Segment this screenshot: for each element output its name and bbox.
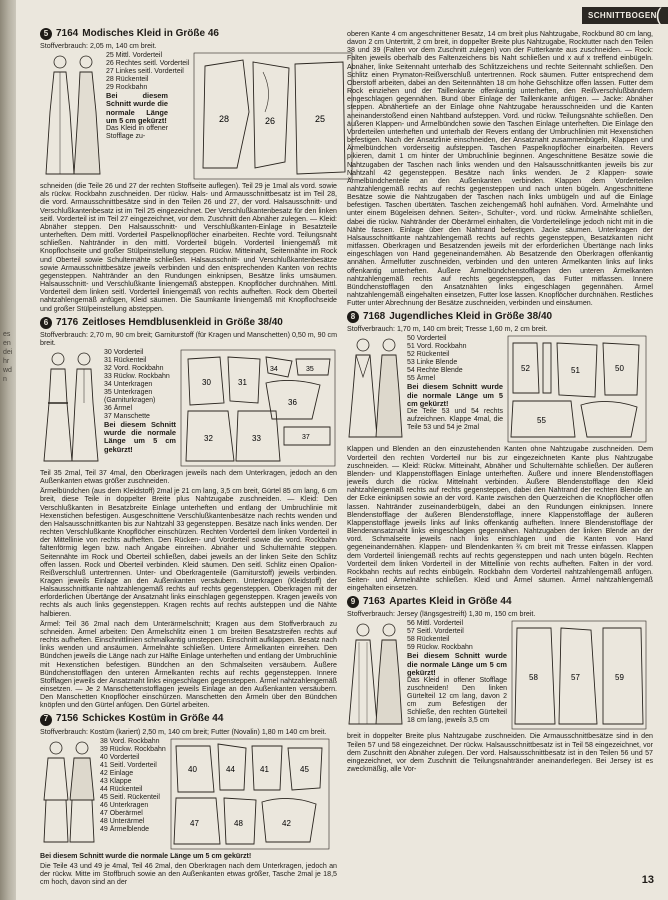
part-item: 52 Rückenteil (407, 351, 450, 359)
part-item: 42 Einlage (100, 769, 134, 777)
spine-letters: esendeihrwdn (3, 331, 13, 383)
section-body: schneiden (die Teile 26 und 27 der rechten Stoffseite auflegen). Teil 29 je 1mal als vord. sowie als rückw. Rockbahn zuschneiden. Der rückw. Hals- und Armausschnittbesatz ist im Teil 28, die vord. Armausschnittbesätze sind in den Teilen 26 und 27, der vord. Halsausschnitt- und Verschlußkantenbesatz ist im Teil 25 eingezeichnet. Der Verschlußkantenbesatz für den linken seitl. Vorderteil ist im Teil 27 eingezeichnet, vor dem. Zuschnitt den Abnäher zulegen. — Kleid: Abnäher steppen. Den Halsausschnitt- und Verschlußkanten-Einlage in Besatzteile unterheften. Dem mittl. Vorderteil Paspelknopflöcher einarbeiten. Rechte vord. Teilungsnaht schließen. Nahtränder in den mittl. Vorderteil bügeln. Vorderteil liniengemäß mit Knopflochseite und großer Stülpeinstellung steppen. Rückw. Mitteinaht, Seitennähte im Rock und Oberteil sowie Schulternähte schließen. Halsausschnitt- und Verschlußkantenbesätze sowie Armausschnittbesätze jeweils verbinden und den entsprechenden Kanten von rechts gegensteppen. Nahtränder an den Rundungen einknipsen, Besätze links umsäumen. Halsausschnitt- und Verschlußkante liniengemäß absteppen. Knopflöcher durchnähen. Mittl. Vorderteil dem linken seitl. Vorderteil liniengemäß von rechts aufheften. Rock dem Oberteil nahtzahlengemäß anfügen, Kleid säumen. Die Saumkante liniengemäß mit Knopflochseide und großer Stülpeinstellung absteppen. (40, 182, 337, 313)
section-heading: Modisches Kleid in Größe 46 (82, 27, 219, 39)
section-number: 5 (40, 28, 52, 40)
material-info: Stoffverbrauch: 1,70 m, 140 cm breit; Tresse 1,60 m, 2 cm breit. (347, 325, 548, 334)
section-7176 (40, 317, 337, 710)
dress-illustration (40, 52, 102, 180)
svg-text:48: 48 (233, 818, 243, 828)
material-info: Stoffverbrauch: 2,70 m, 90 cm breit; Garniturstoff (für Kragen und Manschetten) 0,50 m, 90 cm breit. (40, 330, 337, 347)
section-title (40, 28, 337, 40)
svg-text:50: 50 (615, 364, 624, 374)
pattern-diagram (507, 335, 647, 443)
section-number: 6 (40, 317, 52, 329)
length-note: Bei diesem Schnitt wurde die normale Länge um 5 cm gekürzt! (407, 651, 507, 677)
part-item: 35 Unterkragen (104, 388, 153, 396)
part-item: 56 Mittl. Vorderteil (407, 620, 464, 628)
part-item: 41 Seitl. Vorderteil (100, 761, 157, 769)
part-item: 55 Ärmel (407, 375, 436, 383)
note-continued: Das Kleid in offener Stofflage zu- (106, 124, 168, 140)
svg-text:51: 51 (571, 366, 580, 376)
suit-illustration (40, 738, 96, 850)
section-7156 (40, 714, 337, 887)
material-info: Stoffverbrauch: Kostüm (kariert) 2,50 m, 140 cm breit; Futter (Novalin) 1,80 m 140 cm breit. (40, 727, 327, 736)
section-number: 9 (347, 596, 359, 608)
page-number: 13 (641, 874, 654, 886)
header-tab (582, 7, 668, 24)
section-heading: Schickes Kostüm in Größe 44 (82, 713, 224, 725)
dress-illustration (40, 349, 100, 467)
svg-text:32: 32 (204, 433, 213, 443)
svg-text:57: 57 (571, 673, 580, 683)
section-7164 (40, 28, 337, 313)
svg-text:35: 35 (306, 365, 314, 373)
part-item: 33 Rückw. Rockbahn (104, 372, 170, 380)
section-heading: Jugendliches Kleid in Größe 38/40 (389, 311, 553, 323)
svg-text:25: 25 (315, 114, 326, 125)
svg-text:41: 41 (259, 764, 269, 774)
svg-text:36: 36 (288, 397, 297, 407)
section-number: 7 (40, 714, 52, 726)
section-body: Teil 35 2mal, Teil 37 4mal, den Oberkragen jeweils nach dem Unterkragen, jedoch an den Außenkanten etwas größer zuschneiden. (40, 468, 337, 486)
svg-text:58: 58 (529, 673, 538, 683)
part-item: 44 Rückenteil (100, 785, 143, 793)
note-continued: Das Kleid in offener Stofflage zuschneiden! Den linken Gürtelteil 12 cm lang, davon 2 cm zum Befestigen der Schließe, den rechten Gürtelteil 18 cm lang, jeweils 3,5 cm (407, 677, 507, 725)
svg-text:45: 45 (299, 764, 309, 774)
svg-text:31: 31 (238, 377, 247, 387)
section-title (40, 317, 337, 329)
section-content (40, 349, 337, 467)
length-note: Bei diesem Schnitt wurde die normale Länge um 5 cm gekürzt! (104, 419, 176, 454)
part-item: 25 Mittl. Vorderteil (106, 52, 163, 60)
section-content (40, 52, 337, 180)
page-spine (0, 0, 16, 900)
section-code: 7176 (56, 316, 79, 328)
dress-illustration (347, 335, 403, 443)
section-7163 (347, 596, 653, 773)
material-info: Stoffverbrauch: Jersey (längsgestreift) 1,30 m, 150 cm breit. (347, 610, 536, 619)
pattern-diagram (180, 349, 336, 467)
pattern-diagram (170, 738, 330, 850)
svg-text:59: 59 (615, 673, 624, 683)
section-content (347, 335, 653, 443)
header-bracket: ( (655, 5, 662, 25)
section-body: breit in doppelter Breite plus Nahtzugabe zuschneiden. Die Armausschnittbesätze sind in den Teilen 57 und 58 eingezeichnet. Der rückw. Halsausschnittbesatz ist in Teil 58 eingezeichnet, vor dem Zuschnitt den Abnäher zulegen. Der vord. Halsausschnittbesatz ist in den Teilen 56 und 57 eingezeichnet, vor dem Zuschnitt die Teilungsnahtränder aneinanderlegen. Bei Jersey ist es zweckmäßig, alle Vor- (347, 732, 653, 774)
part-item: 53 Linke Blende (407, 359, 458, 367)
svg-text:55: 55 (537, 416, 546, 426)
section-code: 7168 (363, 311, 386, 323)
section-content (40, 738, 337, 850)
part-item: 40 Vorderteil (100, 753, 140, 761)
svg-text:37: 37 (302, 433, 310, 441)
svg-text:47: 47 (189, 818, 199, 828)
part-item: 47 Oberärmel (100, 809, 143, 817)
part-item: 48 Unterärmel (100, 817, 145, 825)
svg-text:33: 33 (252, 433, 261, 443)
part-item: 51 Vord. Rockbahn (407, 343, 467, 351)
part-item: 32 Vord. Rockbahn (104, 364, 164, 372)
part-item: 36 Ärmel (104, 404, 133, 412)
section-number: 8 (347, 311, 359, 323)
parts-list (407, 335, 503, 443)
part-item: 43 Klappe (100, 777, 132, 785)
left-column (40, 28, 337, 886)
continued-text: oberen Kante 4 cm angeschnittener Besatz, 14 cm breit plus Nahtzugabe, Rockbund 80 cm lang, davon 2 cm Untertritt, 2 cm breit, in doppelter Breite plus Nahtzugabe, Rocktutter nach den Teilen 38 und 39 (Falten vor dem Zuschnitt zulegen) von der Futterkante aus zuschneiden. — Rock: Falten jeweils oberhalb des Faltenzeichens bis Naht schließen und x auf x treffend einbügeln. Abnäher, linke Seitennaht unterhalb des Schlitzzeichens und rechte Seitennaht schließen. Den Schlitz einen Prymaton-Reißverschluß untertrennen. Rock säumen. Futter entsprechend dem Oberstoff arbeiten, dabei an den Seitennähten 18 cm hohe Gehschlitze offen lassen. Futter dem Rock einziehen und der Taillenkante offenkantig unterheften, den Reißverschlußbändern eingeschlagen gegennähen. Bund über Einlage der Taillenkante anfügen. — Jacke: Abnäher steppen. Abnähertiefe an der Einlage ohne Nahtzugabe herausschneiden und die Kanten aneinanderstoßend einen Nahtband aufsteppen. Vord. und rückw. Teilungsnähte schließen. Den äußeren Klappen- und Ärmelbündchen sowie den Taschen Einlage unterheften. Die Einlage den Vorderteilen unterheften und unterhalb der Revers entlang der Umbruchlinien mit Hexenstichen befestigen. Nach der Ansatzlinie einschneiden, der Ansatznaht zusammenbügeln, Klappen und Ärmelbündchen vorderseitig aufsteppen. Taschen Paspelknopflöcher einarbeiten. Revers pikieren, damit 1 cm hinter der Umbruchlinie beginnen. Angeschnittene Besätze sowie die Nahtzugaben der Taschen nach links wenden und den Halsausschnittkanten jeweils bis zur Nahtzahl 42 gegensteppen. Besätze nach links wenden. Je 2 Klappen- sowie Ärmelbündchenteile an den Außenkanten verbinden. Klappen dem Vorderteilen nahtzahlengemäß rechts auf rechts gegensteppen und nach unten bügeln. Angeschnittene Besätze sowie die Nahtzugaben der Taschen nach links umbügeln und auf die Einlage befestigen. Taschen übertäten. Taschen zeichengemäß hohl aufnähen. Vord. Ärmelnähte und unter einem Bügeleisen dehnen. Seiten-, Schulter-, vord. und rückw. Ärmelnähte schließen, dabei die rückw. Nahtränder der Oberärmel einhalten, die Vorderteilelinge jedoch nicht mit in die Nähte fassen. Einlage über den Nahtrand befestigen. Jacke säumen. Unterkragen der Halsausschnittkante nahtzahlengemäß rechts auf rechts gegensteppen, Besatzkanten nicht mitfassen. Oberkragen und Besatzenden jeweils mit der erforderlichen Übertänge nach links eingeschlagen von Hand gegeneinandernähen. Ab Besatzende den Oberkragen offenkantig annähen. Ärmelfutter zuschneiden, verbinden und den unteren Ärmelkanten links auf links offenkantig unterheften. Äußere Ärmelbündchenstofflagen den unteren Ärmelkanten nahtzahlengemäß rechts auf rechts gegensteppen, das Futter mitfassen. Innere Bündchenstofflagen den Ansatznähten links eingeschlagen gegennähen. Ärmel nahtzahlengemäß eingehalten einsetzen, Futter lose lassen. Knopflöcher durchnähen. Restliches Futter unter Abrechnung der Besätze zuschneiden, verbinden und einsäumen. (347, 30, 653, 308)
part-item: 38 Vord. Rockbahn (100, 737, 160, 745)
section-body: Die Teile 43 und 49 je 4mal, Teil 46 2mal, den Oberkragen nach dem Unterkragen, jedoch an der rückw. Mitte im Stoffbruch sowie an den Außenkanten etwas größer, Tasche 2mal je 18,5 cm hoch, davon sind an der (40, 861, 337, 887)
svg-text:52: 52 (521, 364, 530, 374)
section-title (40, 714, 337, 726)
part-item: 26 Rechtes seitl. Vorderteil (106, 60, 190, 68)
section-7168 (347, 311, 653, 592)
part-item: 31 Rückenteil (104, 356, 147, 364)
part-item: 59 Rückw. Rockbahn (407, 644, 473, 652)
part-item: (Garniturkragen) (104, 396, 156, 404)
header-label: SCHNITTBOGEN (588, 11, 657, 20)
section-body: Klappen und Blenden an den einzustehenden Kanten ohne Nahtzugabe zuschneiden. Dem Vorderteil den rechten Vorderteil nur bis zur eingezeichneten Kante plus Nahtzugabe zuschneiden. — Kleid: Rückw. Mitteinaht, Abnäher und Schulternähte schließen. Der äußeren Blenden- und Klappenstofflagen Einlage unterheften. Äußere und innere Blendenstofflagen jeweils durch die rückw. Mittelnaht verbinden. Äußere Blendenstofflage den Kleid nahtzahlengemäß rechts auf rechts gegensteppen, dabei den Nahtrand der rechten Blende an der Ecke einknipsen sowie an der vord. Kante zwischen den Querzeichen die Knopflöcher offen lassen. Nahtränder zuseinanderbügeln, dabei an den Rundungen einknipsen. Innere Blendenstofflage der äußeren Blendenstofflage, innere Klappenstofflage der äußeren Klappenstofflage jeweils links auf links offenkantig aufheften. Innere Blendenstofflage der Blendenansatznaht links eingeschlagen gegennähen. Nahtzugaben der linken Blende an der vord. Schmalseite jeweils nach links einschlagen und die Kanten von Hand gegeneinandernähen. Klappen- und Blendenkanten ¾ cm breit mit Tresse einfassen. Klappen dem Vorderteil liniengemäß rechts auf rechts gegensteppen und nach unten bügeln. Rechten Vorderteil dem linken Vorderteil in der Mittellinie von rechts aufheften. Falten in der vord. Rockbahn rechts auf rechts einbügeln. Rockbahn dem Vorderteil nahtzahlengemäß anfügen. Seiten- und Ärmelnähte schließen. Kleid und Ärmel säumen. Ärmel nahtzahlengemäß eingehalten einsetzen. (347, 445, 653, 593)
note-continued: Die Teile 53 und 54 rechts aufzeichnen. Klappe 4mal, die Teile 53 und 54 je 2mal (407, 408, 503, 432)
part-item: 34 Unterkragen (104, 380, 153, 388)
section-heading: Zeitloses Hemdblusenkleid in Größe 38/40 (82, 316, 283, 328)
svg-text:44: 44 (225, 764, 235, 774)
pattern-diagram (193, 52, 353, 180)
dress-illustration (347, 620, 403, 730)
section-code: 7163 (363, 596, 386, 608)
length-note: Bei diesem Schnitt wurde die normale Länge um 5 cm gekürzt! (106, 91, 168, 125)
length-note: Bei diesem Schnitt wurde die normale Länge um 5 cm gekürzt! (40, 851, 252, 860)
section-body-2: Ärmel: Teil 36 2mal nach dem Unterärmelschnitt; Kragen aus dem Stoffverbrauch zu schneiden. Ärmel arbeiten: Den Ärmelschlitz einen 1 cm breiten Besatzstreifen rechts auf rechts aufheften. Einschnittlinien schmalkantig umsteppen. Einschnitt aufklappen. Besatz nach links wenden und ansäumen. Ärmelnähte schließen. Untere Ärmelkanten einreihen. Den Bündchen jeweils die Länge nach zur Hälfte Einlage unterheften und entlang der Umbruchlinie mit Hexenstichen befestigen. Bündchen an den Schmalseiten versäubern. Äußere Bündchenstofflagen den unteren Ärmelkanten rechts auf rechts gegensteppen. Innere Stofflagen jeweils der Ansatznaht links eingeschlagen gegensteppen. Ärmel nahtzahlengemäß einsetzen. — Je 2 Manschettenstofflagen jeweils Einlage an den Außenkanten versäubern. Den Manschetten Knopflöcher einschürzen. Manschetten den Ärmeln über den Bündchen knöpfen und den Gürtel anfügen. Den Gürtel arbeiten. (40, 619, 337, 710)
part-item: 27 Linkes seitl. Vorderteil (106, 68, 184, 76)
part-item: 30 Vorderteil (104, 348, 144, 356)
svg-text:34: 34 (270, 365, 278, 373)
part-item: 37 Manschette (104, 412, 150, 420)
length-note: Bei diesem Schnitt wurde die normale Länge um 5 cm gekürzt! (407, 382, 503, 408)
pattern-diagram (511, 620, 647, 730)
section-title (347, 596, 653, 608)
magazine-page (16, 0, 668, 900)
part-item: 28 Rückenteil (106, 76, 149, 84)
part-item: 49 Ärmelblende (100, 825, 150, 833)
svg-text:40: 40 (187, 764, 197, 774)
section-code: 7156 (56, 713, 79, 725)
svg-text:30: 30 (202, 377, 211, 387)
material-info: Stoffverbrauch: 2,05 m, 140 cm breit. (40, 42, 157, 50)
part-item: 45 Seitl. Rückenteil (100, 793, 160, 801)
part-item: 54 Rechte Blende (407, 367, 463, 375)
part-item: 29 Rockbahn (106, 84, 148, 92)
svg-text:28: 28 (219, 114, 230, 125)
svg-text:42: 42 (281, 818, 291, 828)
section-title (347, 311, 653, 323)
part-item: 58 Rückenteil (407, 636, 450, 644)
right-column (347, 28, 653, 773)
part-item: 46 Unterkragen (100, 801, 149, 809)
section-code: 7164 (56, 27, 79, 39)
svg-text:26: 26 (265, 116, 276, 127)
part-item: 39 Rückw. Rockbahn (100, 745, 166, 753)
section-heading: Apartes Kleid in Größe 44 (389, 596, 512, 608)
part-item: 50 Vorderteil (407, 335, 447, 343)
part-item: 57 Seitl. Vorderteil (407, 628, 464, 636)
parts-list (104, 349, 176, 467)
section-content (347, 620, 653, 730)
section-body: Ärmelbündchen (aus dem Kleidstoff) 2mal je 21 cm lang, 3,5 cm breit, Gürtel 85 cm lang, 6 cm breit, diese Teile in doppelter Breite plus Nahtzugabe zuschneiden. — Kleid: Den Verschlußkanten in Besatzbreite Einlage unterheften und entlang der Umbruchlinie mit Hexenstichen befestigen. Ausgeschnittene Verschlußkantenbesätze nach rechts wenden und den Halsausschnittkanten bis zur Nahtzahl 33 gegensteppen. Besätze nach links wenden. Der rechten Verschlußkante Knopflöcher einschürzen. Rechten Vorderteil dem linken Vorderteil in der Mittellinie von rechts aufheften. Den Rücken- und Vorderteil sowie die vord. Rockbahn faltenförmig legen bzw. nach Angabe einreihen. Abnäher und Schulternähte steppen. Seitennähte im Rock und Oberteil schließen, dabei jeweils an der linken Seite den Schlitz offen lassen. Rock und Oberteil verbinden. Kleid säumen. Den seitl. Schlitz einen Opalion-Reißverschluß untertrennen. Unter- und Oberkragenteile (Garniturstoff) jeweils verbinden. Kragen jeweils Einlage an den Außenkanten versäubern. Unterkragen (Kleidstoff) der Halsausschnittkante nahtzahlengemäß rechts auf rechts gegensteppen. Oberkragen mit der erforderlichen Übertänge der Ansatznaht links einschlagen gegensteppen. Kragen jeweils von rechts als auch links gegensteppen. Kragen rechts auf rechts aufsteppen und die Nähte halbieren. (40, 487, 337, 618)
parts-list (407, 620, 507, 730)
parts-list (106, 52, 189, 180)
parts-list (100, 738, 166, 850)
